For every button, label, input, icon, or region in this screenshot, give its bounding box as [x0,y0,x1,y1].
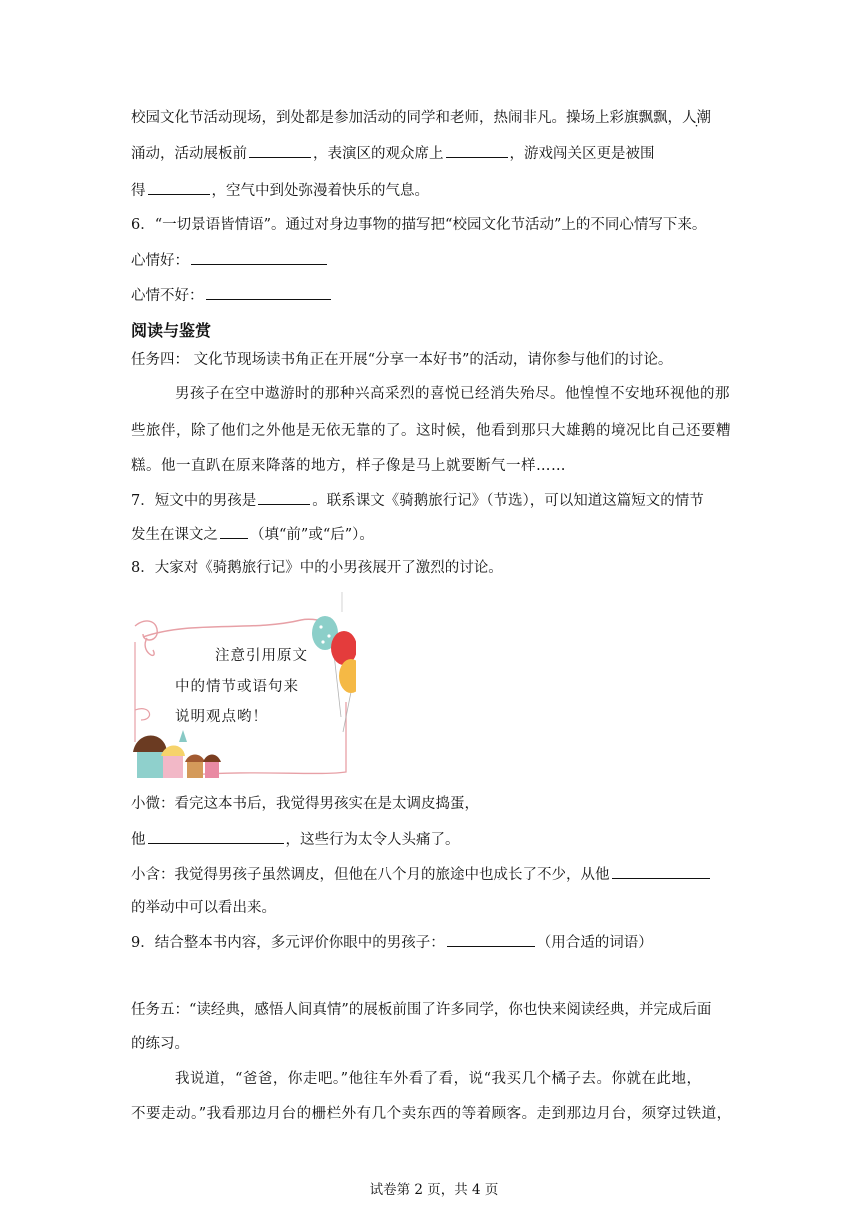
passage-line [131,108,711,128]
q6-good-label: 心情好： [131,253,189,269]
xiaohan-line2: 的举动中可以看出来。 [131,900,276,916]
xiaowei-line: 小微：看完这本书后，我觉得男孩实在是太调皮捣蛋， [131,796,479,812]
page-footer: 试卷第 2 页，共 4 页 [369,1182,499,1198]
q6-bad-line [131,285,333,306]
xiaowei-text: ，这些行为太令人头痛了。 [285,832,460,848]
excerpt-line: 男孩子在空中遨游时的那种兴高采烈的喜悦已经消失殆尽。他惶惶不安地环视他的那 [175,386,730,402]
dotted-words: 人潮 [682,110,711,126]
answer-blank[interactable] [446,143,508,158]
excerpt-line: 糕。他一直趴在原来降落的地方，样子像是马上就要断气一样…… [131,458,566,474]
passage-text: ，表演区的观众席上 [313,146,444,162]
task-5-cont: 的练习。 [131,1036,189,1052]
question-8: 8．大家对《骑鹅旅行记》中的小男孩展开了激烈的讨论。 [131,560,503,576]
task-4: 任务四： 文化节现场读书角正在开展“分享一本好书”的活动，请你参与他们的讨论。 [131,352,673,368]
q9-text: 9．结合整本书内容，多元评价你眼中的男孩子： [131,935,445,951]
answer-blank[interactable] [258,490,310,505]
answer-blank[interactable] [206,285,331,300]
passage-text: ，游戏闯关区更是被围 [509,146,655,162]
passage-line [131,180,429,201]
q7-text: 发生在课文之 [131,527,218,543]
q7-text: 。联系课文《骑鹅旅行记》（节选），可以知道这篇短文的情节 [312,493,704,509]
q7-text: （填“前”或“后”）。 [250,527,374,543]
q9-text: （用合适的词语） [536,935,653,951]
excerpt-line: 些旅伴，除了他们之外他是无依无靠的了。这时候，他看到那只大雄鹅的境况比自己还要糟 [131,423,731,439]
xiaohan-text: 小含：我觉得男孩子虽然调皮，但他在八个月的旅途中也成长了不少，从他 [131,867,610,883]
passage-text: 校园文化节活动现场，到处都是参加活动的同学和老师，热闹非凡。操场上彩旗飘飘， [131,110,682,126]
task-5: 任务五：“读经典，感悟人间真情”的展板前围了许多同学，你也快来阅读经典，并完成后面 [131,1002,712,1018]
q7-text: 7．短文中的男孩是 [131,493,257,509]
passage-text: 涌动，活动展板前 [131,146,247,162]
question-6: 6．“一切景语皆情语”。通过对身边事物的描写把“校园文化节活动”上的不同心情写下来。 [131,217,707,233]
answer-blank[interactable] [249,143,311,158]
answer-blank[interactable] [148,829,284,844]
section-title: 阅读与鉴赏 [131,321,212,340]
question-7-cont [131,524,374,545]
excerpt-line: 我说道，“爸爸，你走吧。”他往车外看了看，说“我买几个橘子去。你就在此地， [175,1071,702,1087]
answer-blank[interactable] [191,250,327,265]
answer-blank[interactable] [220,524,248,539]
tip-line: 注意引用原文 [215,648,308,664]
passage-text: ，空气中到处弥漫着快乐的气息。 [211,183,429,199]
question-7 [131,490,704,511]
q6-bad-label: 心情不好： [131,288,204,304]
excerpt-line: 不要走动。”我看那边月台的栅栏外有几个卖东西的等着顾客。走到那边月台，须穿过铁道， [131,1106,732,1122]
passage-line [131,143,655,164]
xiaowei-line2 [131,829,460,850]
answer-blank[interactable] [447,932,535,947]
xiaohan-line [131,864,712,885]
tip-line: 中的情节或语句来 [175,679,299,695]
q6-good-line [131,250,329,271]
xiaowei-text: 他 [131,832,146,848]
answer-blank[interactable] [148,180,210,195]
tip-line: 说明观点哟！ [175,709,268,725]
passage-text: 得 [131,183,146,199]
tip-card [131,592,356,784]
question-9 [131,932,653,953]
answer-blank[interactable] [612,864,710,879]
